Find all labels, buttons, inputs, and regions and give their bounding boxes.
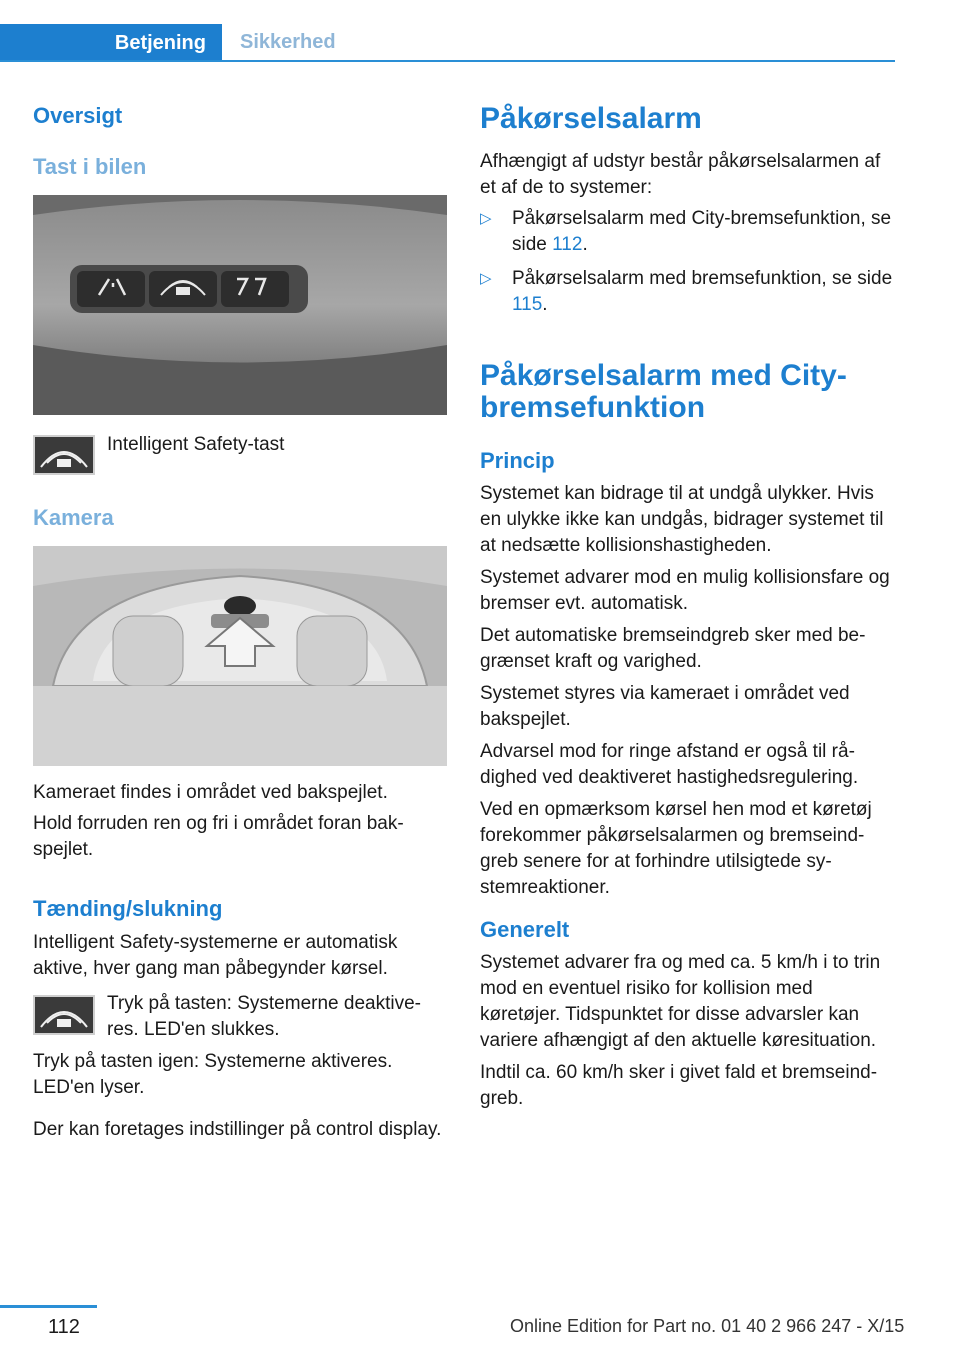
generelt-body	[480, 950, 895, 1112]
page-number: 112	[48, 1316, 80, 1338]
list-item: ▷ Påkørselsalarm med City-bremsefunktion, se side 112.	[480, 208, 892, 255]
taend-paragraph-1: Intelligent Safety-systemerne er automatisk aktive, hver gang man påbegynder kørsel.	[33, 932, 398, 979]
kamera-text-2	[33, 811, 447, 863]
photo-buttons-in-car	[33, 195, 447, 415]
intelligent-safety-icon-2	[33, 995, 95, 1035]
taend-icon-text	[107, 991, 442, 1043]
tab-betjening[interactable]: Betjening	[0, 24, 222, 62]
princip-paragraph-3: Det automatiske bremseindgreb sker med begrænset kraft og varighed.	[480, 625, 866, 672]
icon-caption: Intelligent Safety-tast	[107, 434, 285, 455]
photo-camera-illustration	[33, 546, 447, 766]
generelt-paragraph-2: Indtil ca. 60 km/h sker i givet fald et bremseindgreb.	[480, 1062, 878, 1109]
triangle-right-icon: ▷	[480, 270, 492, 287]
page-link-112[interactable]: 112	[552, 234, 583, 255]
kamera-paragraph-1: Kameraet findes i området ved bakspejlet.	[33, 782, 388, 803]
heading-taending-slukning: Tænding/slukning	[33, 896, 223, 921]
system-list	[480, 206, 895, 326]
triangle-right-icon: ▷	[480, 210, 492, 227]
intelligent-safety-icon	[33, 435, 95, 475]
taend-text-2	[33, 1049, 433, 1101]
taend-text-1	[33, 930, 433, 982]
page-link-115[interactable]: 115	[512, 294, 543, 315]
heading-oversigt: Oversigt	[33, 103, 123, 128]
taend-text-3	[33, 1117, 443, 1143]
heading-generelt: Generelt	[480, 917, 570, 942]
heading-kamera: Kamera	[33, 505, 114, 530]
footer-divider	[0, 1305, 97, 1308]
bullet-2-text: Påkørselsalarm med bremsefunktion, se side	[512, 268, 893, 289]
intro-paragraph: Afhængigt af udstyr består påkørselsalarmen af et af de to systemer:	[480, 151, 881, 198]
photo-camera	[33, 546, 447, 766]
princip-paragraph-6: Ved en opmærksom kørsel hen mod et køretøj forekommer påkørselsalarmen og bremseindgreb senere for at forhindre utilsigtede systemreaktioner.	[480, 799, 872, 898]
princip-paragraph-2: Systemet advarer mod en mulig kollisionsfare og bremser evt. automatisk.	[480, 567, 890, 614]
princip-body	[480, 481, 895, 901]
generelt-paragraph-1: Systemet advarer fra og med ca. 5 km/h i to trin mod en eventuel risiko for kollision med køretøjer. Tidspunktet for disse advarsler kan variere afhængigt af den aktuelle køresituation.	[480, 952, 881, 1051]
intro-text	[480, 149, 895, 201]
taend-paragraph-2: Tryk på tasten igen: Systemerne aktiveres. LED'en lyser.	[33, 1051, 393, 1098]
taend-icon-paragraph: Tryk på tasten: Systemerne deaktiveres. LED'en slukkes.	[107, 993, 421, 1040]
heading-tast-i-bilen: Tast i bilen	[33, 154, 147, 179]
heading-princip: Princip	[480, 448, 555, 473]
tab-sikkerhed[interactable]: Sikkerhed	[240, 30, 336, 53]
princip-paragraph-4: Systemet styres via kameraet i området ved bakspejlet.	[480, 683, 850, 730]
princip-paragraph-1: Systemet kan bidrage til at undgå ulykker. Hvis en ulykke ikke kan undgås, bidrager systemet til at nedsætte kollisionshastigheden.	[480, 483, 884, 556]
edition-text: Online Edition for Part no. 01 40 2 966 247 - X/15	[510, 1316, 905, 1336]
heading-city-bremsefunktion: Påkørselsalarm med City-bremsefunktion	[480, 359, 847, 424]
photo-buttons-illustration	[33, 195, 447, 415]
header-divider	[0, 60, 895, 62]
kamera-text-1	[33, 780, 447, 806]
heading-paakoerselsalarm: Påkørselsalarm	[480, 102, 702, 135]
princip-paragraph-5: Advarsel mod for ringe afstand er også til rådighed ved deaktiveret hastighedsregulering.	[480, 741, 859, 788]
taend-paragraph-3: Der kan foretages indstillinger på control display.	[33, 1119, 442, 1140]
bullet-1-text: Påkørselsalarm med City-bremsefunktion, se side	[512, 208, 892, 255]
list-item: ▷ Påkørselsalarm med bremsefunktion, se side 115.	[480, 268, 893, 315]
kamera-paragraph-2: Hold forruden ren og fri i området foran bakspejlet.	[33, 813, 404, 860]
